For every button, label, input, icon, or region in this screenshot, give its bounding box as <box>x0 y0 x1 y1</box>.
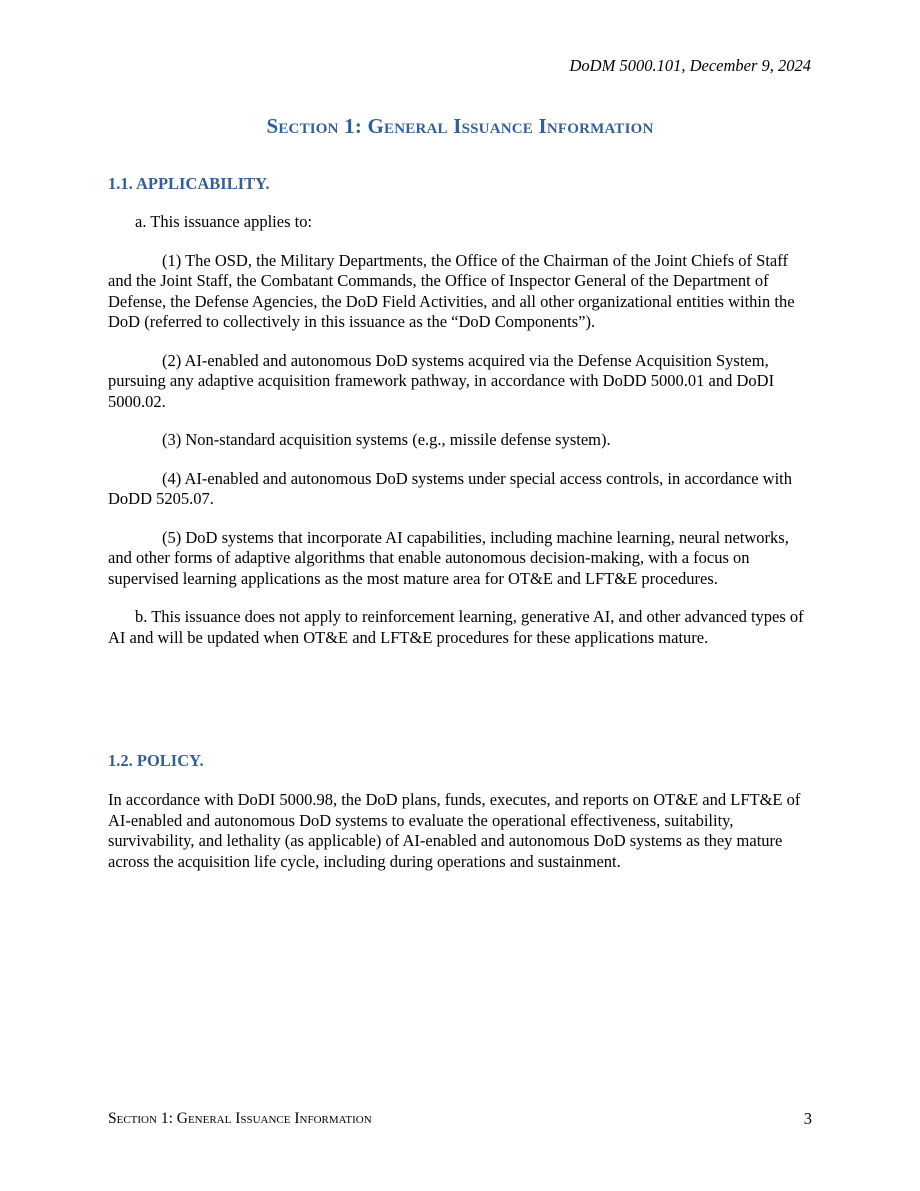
section-title: Section 1: General Issuance Information <box>266 114 654 138</box>
list-item-4: (4) AI-enabled and autonomous DoD systems under special access controls, in accordance with DoDD 5205.07. <box>108 468 793 508</box>
paragraph-a: a. This issuance applies to: <box>135 212 313 231</box>
list-item-5: (5) DoD systems that incorporate AI capabilities, including machine learning, neural networks, and other forms of adaptive algorithms that enable autonomous decision-making, with a focus on supervised learning applications as the most mature area for OT&E and LFT&E procedures. <box>108 527 789 588</box>
paragraph-b: b. This issuance does not apply to reinforcement learning, generative AI, and other advanced types of AI and will be updated when OT&E and LFT&E procedures for these applications mature. <box>108 607 804 647</box>
list-item-2: (2) AI-enabled and autonomous DoD systems acquired via the Defense Acquisition System, pursuing any adaptive acquisition framework pathway, in accordance with DoDD 5000.01 and DoDI 5000.02. <box>108 350 775 411</box>
page-number: 3 <box>803 1109 812 1128</box>
list-item-1: (1) The OSD, the Military Departments, the Office of the Chairman of the Joint Chiefs of Staff and the Joint Staff, the Combatant Commands, the Office of Inspector General of the Department of Defense, the Defense Agencies, the DoD Field Activities, and all other organizational entities within the DoD (referred to collectively in this issuance as the “DoD Components”). <box>108 250 795 331</box>
list-item-3: (3) Non-standard acquisition systems (e.g., missile defense system). <box>162 430 611 449</box>
applicability-heading: 1.1. APPLICABILITY. <box>108 174 270 193</box>
policy-heading: 1.2. POLICY. <box>108 751 204 770</box>
document-reference: DoDM 5000.101, December 9, 2024 <box>569 56 811 75</box>
footer-section-label: Section 1: General Issuance Information <box>108 1110 372 1127</box>
applicability-body <box>108 212 813 648</box>
policy-paragraph: In accordance with DoDI 5000.98, the DoD plans, funds, executes, and reports on OT&E and LFT&E of AI-enabled and autonomous DoD systems to evaluate the operational effectiveness, suitability, survivability, and lethality (as applicable) of AI-enabled and autonomous DoD systems as they mature across the acquisition life cycle, including during operations and sustainment. <box>108 790 801 871</box>
policy-body <box>108 790 813 872</box>
